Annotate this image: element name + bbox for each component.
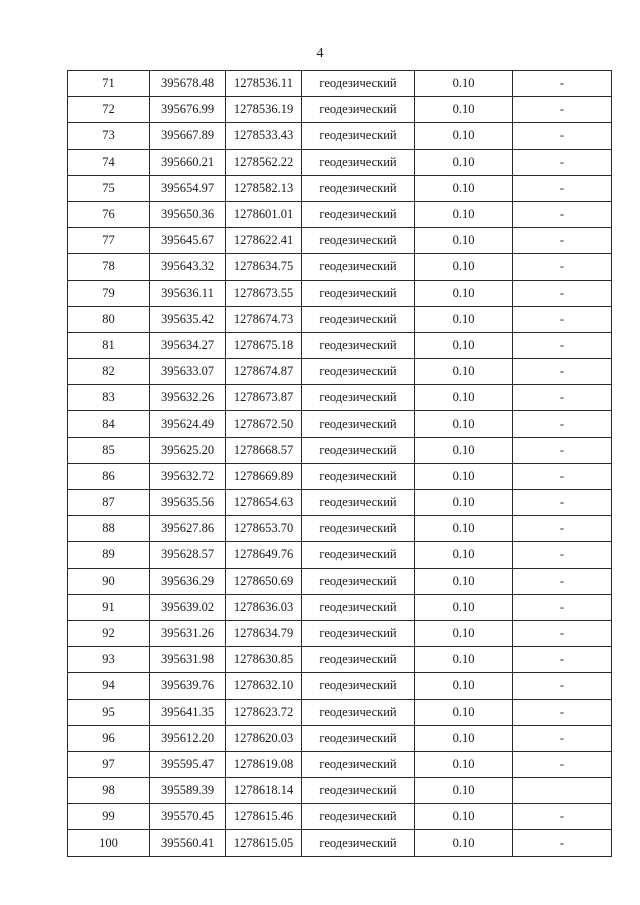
description-cell: - [513, 385, 612, 411]
accuracy-cell: 0.10 [415, 97, 513, 123]
y-coordinate-cell: 1278673.55 [226, 280, 302, 306]
table-row [68, 332, 612, 358]
y-coordinate-cell: 1278634.75 [226, 254, 302, 280]
point-number-cell: 93 [68, 647, 150, 673]
y-coordinate-cell: 1278536.11 [226, 71, 302, 97]
x-coordinate-cell: 395645.67 [150, 228, 226, 254]
accuracy-cell: 0.10 [415, 411, 513, 437]
y-coordinate-cell: 1278674.73 [226, 306, 302, 332]
method-cell: геодезический [302, 332, 415, 358]
method-cell: геодезический [302, 647, 415, 673]
description-cell [513, 778, 612, 804]
table-row [68, 620, 612, 646]
table-row [68, 359, 612, 385]
y-coordinate-cell: 1278675.18 [226, 332, 302, 358]
y-coordinate-cell: 1278674.87 [226, 359, 302, 385]
x-coordinate-cell: 395633.07 [150, 359, 226, 385]
description-cell: - [513, 620, 612, 646]
accuracy-cell: 0.10 [415, 123, 513, 149]
x-coordinate-cell: 395570.45 [150, 804, 226, 830]
x-coordinate-cell: 395631.98 [150, 647, 226, 673]
point-number-cell: 71 [68, 71, 150, 97]
page-number: 4 [316, 46, 324, 61]
description-cell: - [513, 175, 612, 201]
point-number-cell: 74 [68, 149, 150, 175]
method-cell: геодезический [302, 568, 415, 594]
description-cell: - [513, 149, 612, 175]
table-row [68, 306, 612, 332]
accuracy-cell: 0.10 [415, 385, 513, 411]
accuracy-cell: 0.10 [415, 175, 513, 201]
accuracy-cell: 0.10 [415, 647, 513, 673]
x-coordinate-cell: 395643.32 [150, 254, 226, 280]
point-number-cell: 76 [68, 201, 150, 227]
description-cell: - [513, 280, 612, 306]
method-cell: геодезический [302, 254, 415, 280]
description-cell: - [513, 516, 612, 542]
table-row [68, 437, 612, 463]
table-row [68, 97, 612, 123]
description-cell: - [513, 254, 612, 280]
x-coordinate-cell: 395635.56 [150, 490, 226, 516]
accuracy-cell: 0.10 [415, 201, 513, 227]
table-row [68, 149, 612, 175]
table-row [68, 411, 612, 437]
x-coordinate-cell: 395625.20 [150, 437, 226, 463]
point-number-cell: 94 [68, 673, 150, 699]
coordinates-table [67, 70, 612, 857]
y-coordinate-cell: 1278618.14 [226, 778, 302, 804]
point-number-cell: 97 [68, 751, 150, 777]
table-row [68, 647, 612, 673]
y-coordinate-cell: 1278619.08 [226, 751, 302, 777]
description-cell: - [513, 542, 612, 568]
accuracy-cell: 0.10 [415, 830, 513, 856]
description-cell: - [513, 830, 612, 856]
point-number-cell: 91 [68, 594, 150, 620]
table-row [68, 725, 612, 751]
method-cell: геодезический [302, 437, 415, 463]
point-number-cell: 81 [68, 332, 150, 358]
coordinates-table-body [68, 71, 612, 857]
point-number-cell: 80 [68, 306, 150, 332]
description-cell: - [513, 71, 612, 97]
accuracy-cell: 0.10 [415, 751, 513, 777]
x-coordinate-cell: 395632.26 [150, 385, 226, 411]
method-cell: геодезический [302, 97, 415, 123]
table-row [68, 568, 612, 594]
x-coordinate-cell: 395589.39 [150, 778, 226, 804]
method-cell: геодезический [302, 359, 415, 385]
point-number-cell: 95 [68, 699, 150, 725]
table-row [68, 804, 612, 830]
method-cell: геодезический [302, 699, 415, 725]
description-cell: - [513, 751, 612, 777]
method-cell: геодезический [302, 149, 415, 175]
x-coordinate-cell: 395628.57 [150, 542, 226, 568]
y-coordinate-cell: 1278672.50 [226, 411, 302, 437]
accuracy-cell: 0.10 [415, 280, 513, 306]
point-number-cell: 88 [68, 516, 150, 542]
accuracy-cell: 0.10 [415, 149, 513, 175]
description-cell: - [513, 359, 612, 385]
description-cell: - [513, 437, 612, 463]
table-row [68, 490, 612, 516]
x-coordinate-cell: 395639.02 [150, 594, 226, 620]
table-row [68, 673, 612, 699]
point-number-cell: 86 [68, 463, 150, 489]
y-coordinate-cell: 1278536.19 [226, 97, 302, 123]
x-coordinate-cell: 395636.29 [150, 568, 226, 594]
method-cell: геодезический [302, 594, 415, 620]
y-coordinate-cell: 1278620.03 [226, 725, 302, 751]
point-number-cell: 92 [68, 620, 150, 646]
x-coordinate-cell: 395624.49 [150, 411, 226, 437]
point-number-cell: 72 [68, 97, 150, 123]
description-cell: - [513, 411, 612, 437]
point-number-cell: 79 [68, 280, 150, 306]
x-coordinate-cell: 395660.21 [150, 149, 226, 175]
accuracy-cell: 0.10 [415, 306, 513, 332]
method-cell: геодезический [302, 411, 415, 437]
accuracy-cell: 0.10 [415, 620, 513, 646]
table-row [68, 778, 612, 804]
description-cell: - [513, 568, 612, 594]
table-row [68, 463, 612, 489]
method-cell: геодезический [302, 490, 415, 516]
accuracy-cell: 0.10 [415, 516, 513, 542]
x-coordinate-cell: 395634.27 [150, 332, 226, 358]
description-cell: - [513, 463, 612, 489]
method-cell: геодезический [302, 175, 415, 201]
y-coordinate-cell: 1278653.70 [226, 516, 302, 542]
x-coordinate-cell: 395639.76 [150, 673, 226, 699]
accuracy-cell: 0.10 [415, 725, 513, 751]
y-coordinate-cell: 1278623.72 [226, 699, 302, 725]
table-row [68, 228, 612, 254]
method-cell: геодезический [302, 228, 415, 254]
description-cell: - [513, 699, 612, 725]
point-number-cell: 83 [68, 385, 150, 411]
accuracy-cell: 0.10 [415, 542, 513, 568]
method-cell: геодезический [302, 620, 415, 646]
point-number-cell: 87 [68, 490, 150, 516]
accuracy-cell: 0.10 [415, 673, 513, 699]
description-cell: - [513, 228, 612, 254]
accuracy-cell: 0.10 [415, 437, 513, 463]
y-coordinate-cell: 1278650.69 [226, 568, 302, 594]
x-coordinate-cell: 395654.97 [150, 175, 226, 201]
point-number-cell: 98 [68, 778, 150, 804]
accuracy-cell: 0.10 [415, 568, 513, 594]
method-cell: геодезический [302, 725, 415, 751]
accuracy-cell: 0.10 [415, 71, 513, 97]
x-coordinate-cell: 395631.26 [150, 620, 226, 646]
accuracy-cell: 0.10 [415, 228, 513, 254]
method-cell: геодезический [302, 385, 415, 411]
method-cell: геодезический [302, 201, 415, 227]
accuracy-cell: 0.10 [415, 463, 513, 489]
x-coordinate-cell: 395595.47 [150, 751, 226, 777]
point-number-cell: 78 [68, 254, 150, 280]
y-coordinate-cell: 1278601.01 [226, 201, 302, 227]
method-cell: геодезический [302, 778, 415, 804]
table-row [68, 594, 612, 620]
x-coordinate-cell: 395560.41 [150, 830, 226, 856]
description-cell: - [513, 123, 612, 149]
description-cell: - [513, 490, 612, 516]
point-number-cell: 75 [68, 175, 150, 201]
accuracy-cell: 0.10 [415, 594, 513, 620]
x-coordinate-cell: 395641.35 [150, 699, 226, 725]
y-coordinate-cell: 1278668.57 [226, 437, 302, 463]
y-coordinate-cell: 1278632.10 [226, 673, 302, 699]
description-cell: - [513, 594, 612, 620]
point-number-cell: 77 [68, 228, 150, 254]
table-row [68, 699, 612, 725]
description-cell: - [513, 647, 612, 673]
point-number-cell: 99 [68, 804, 150, 830]
y-coordinate-cell: 1278634.79 [226, 620, 302, 646]
y-coordinate-cell: 1278654.63 [226, 490, 302, 516]
method-cell: геодезический [302, 830, 415, 856]
description-cell: - [513, 673, 612, 699]
y-coordinate-cell: 1278582.13 [226, 175, 302, 201]
y-coordinate-cell: 1278630.85 [226, 647, 302, 673]
point-number-cell: 89 [68, 542, 150, 568]
method-cell: геодезический [302, 542, 415, 568]
point-number-cell: 100 [68, 830, 150, 856]
table-row [68, 123, 612, 149]
point-number-cell: 96 [68, 725, 150, 751]
point-number-cell: 84 [68, 411, 150, 437]
point-number-cell: 90 [68, 568, 150, 594]
y-coordinate-cell: 1278615.46 [226, 804, 302, 830]
y-coordinate-cell: 1278673.87 [226, 385, 302, 411]
table-row [68, 516, 612, 542]
y-coordinate-cell: 1278615.05 [226, 830, 302, 856]
table-row [68, 280, 612, 306]
method-cell: геодезический [302, 751, 415, 777]
method-cell: геодезический [302, 463, 415, 489]
y-coordinate-cell: 1278562.22 [226, 149, 302, 175]
method-cell: геодезический [302, 123, 415, 149]
table-row [68, 542, 612, 568]
accuracy-cell: 0.10 [415, 778, 513, 804]
y-coordinate-cell: 1278533.43 [226, 123, 302, 149]
description-cell: - [513, 97, 612, 123]
x-coordinate-cell: 395632.72 [150, 463, 226, 489]
x-coordinate-cell: 395676.99 [150, 97, 226, 123]
accuracy-cell: 0.10 [415, 490, 513, 516]
method-cell: геодезический [302, 516, 415, 542]
description-cell: - [513, 725, 612, 751]
accuracy-cell: 0.10 [415, 359, 513, 385]
accuracy-cell: 0.10 [415, 332, 513, 358]
table-row [68, 830, 612, 856]
table-row [68, 71, 612, 97]
point-number-cell: 85 [68, 437, 150, 463]
x-coordinate-cell: 395635.42 [150, 306, 226, 332]
description-cell: - [513, 201, 612, 227]
y-coordinate-cell: 1278649.76 [226, 542, 302, 568]
table-row [68, 201, 612, 227]
description-cell: - [513, 804, 612, 830]
table-row [68, 175, 612, 201]
description-cell: - [513, 332, 612, 358]
accuracy-cell: 0.10 [415, 254, 513, 280]
table-row [68, 385, 612, 411]
y-coordinate-cell: 1278636.03 [226, 594, 302, 620]
method-cell: геодезический [302, 280, 415, 306]
y-coordinate-cell: 1278622.41 [226, 228, 302, 254]
x-coordinate-cell: 395636.11 [150, 280, 226, 306]
x-coordinate-cell: 395678.48 [150, 71, 226, 97]
accuracy-cell: 0.10 [415, 699, 513, 725]
method-cell: геодезический [302, 306, 415, 332]
point-number-cell: 73 [68, 123, 150, 149]
x-coordinate-cell: 395627.86 [150, 516, 226, 542]
table-row [68, 751, 612, 777]
x-coordinate-cell: 395612.20 [150, 725, 226, 751]
x-coordinate-cell: 395650.36 [150, 201, 226, 227]
accuracy-cell: 0.10 [415, 804, 513, 830]
method-cell: геодезический [302, 804, 415, 830]
y-coordinate-cell: 1278669.89 [226, 463, 302, 489]
table-row [68, 254, 612, 280]
x-coordinate-cell: 395667.89 [150, 123, 226, 149]
point-number-cell: 82 [68, 359, 150, 385]
method-cell: геодезический [302, 71, 415, 97]
description-cell: - [513, 306, 612, 332]
method-cell: геодезический [302, 673, 415, 699]
